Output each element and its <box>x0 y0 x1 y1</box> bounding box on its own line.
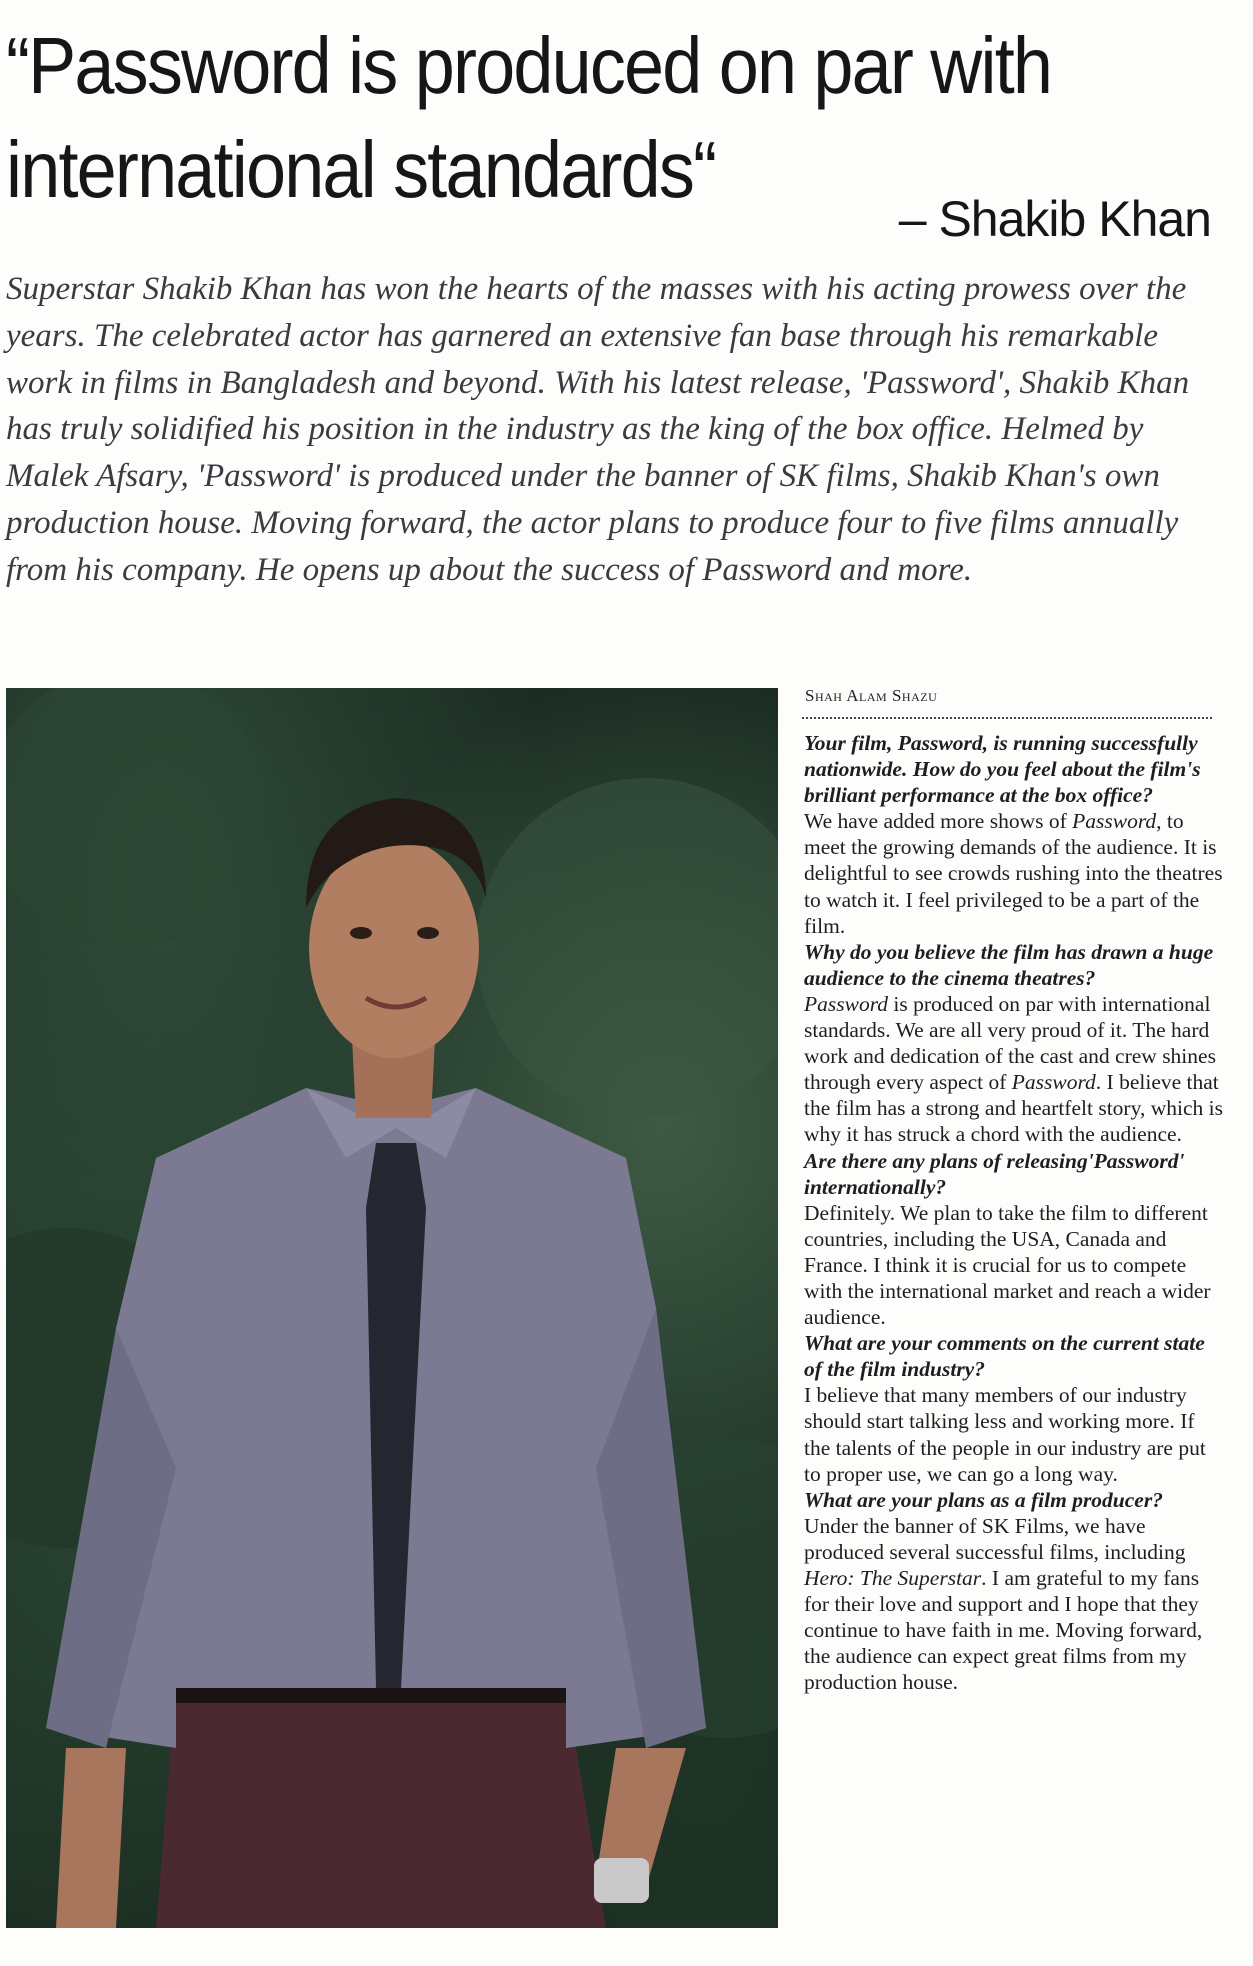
answer-5-part-2: . I am grateful to my fans for their love and support and I hope that they continue to have faith in me. Moving forward, the audience can expect great films from my production house. <box>804 1566 1203 1695</box>
answer-2-part-2: . I believe that the film has a strong and heartfelt story, which is why it has struck a chord with the audience. <box>804 1070 1223 1147</box>
intro-paragraph: Superstar Shakib Khan has won the hearts of the masses with his acting prowess over the years. The celebrated actor has garnered an extensive fan base through his remarkable work in films in Bangladesh and beyond. With his latest release, 'Password', Shakib Khan has truly solidified his position in the industry as the king of the box office. Helmed by Malek Afsary, 'Password' is produced under the banner of SK films, Shakib Khan's own production house. Moving forward, the actor plans to produce four to five films annually from his company. He opens up about the success of Password and more. <box>6 271 1190 588</box>
author-credit: Shah Alam Shazu <box>805 686 938 705</box>
answer-1-part-1: We have added more shows of <box>804 809 1073 834</box>
answer-3: Definitely. We plan to take the film to different countries, including the USA, Canada and France. I think it is crucial for us to compete with the international market and reach a wider audience. <box>804 1200 1211 1330</box>
answer-1-title: Password <box>1072 809 1157 834</box>
answer-5-title: Hero: The Superstar <box>804 1566 982 1590</box>
portrait-photo <box>6 688 778 1928</box>
answer-5-part-1: Under the banner of SK Films, we have produced several successful films, including <box>804 1513 1186 1564</box>
question-2: Why do you believe the film has drawn a huge audience to the cinema theatres? <box>804 939 1214 990</box>
question-3: Are there any plans of releasing'Password' internationally? <box>804 1148 1185 1199</box>
answer-5 <box>804 1513 1224 1696</box>
answer-4: I believe that many members of our industry should start talking less and working more. If the talents of the people in our industry are put to proper use, we can go a long way. <box>804 1383 1206 1486</box>
headline-line-1: “Password is produced on par with <box>6 21 1052 110</box>
answer-1-part-2: , to meet the growing demands of the audience. It is delightful to see crowds rushing into the theatres to watch it. I feel privileged to be a part of the film. <box>804 809 1223 938</box>
question-4: What are your comments on the current state of the film industry? <box>804 1331 1205 1382</box>
answer-1 <box>804 808 1224 938</box>
portrait-illustration <box>6 688 778 1928</box>
question-1: Your film, Password, is running successfully nationwide. How do you feel about the film's brilliant performance at the box office? <box>804 731 1201 808</box>
dotted-divider <box>802 717 1212 719</box>
question-5: What are your plans as a film producer? <box>804 1487 1163 1512</box>
interview-column <box>804 730 1224 1695</box>
answer-2 <box>804 991 1224 1148</box>
headline-line-2: international standards“ <box>6 125 716 214</box>
answer-2-part-1: is produced on par with international standards. We are all very proud of it. The hard work and dedication of the cast and crew shines through every aspect of <box>804 991 1216 1095</box>
headline-byline: – Shakib Khan <box>898 191 1211 247</box>
answer-2-title: Password <box>804 991 889 1016</box>
answer-2-title-2: Password <box>1011 1070 1096 1095</box>
